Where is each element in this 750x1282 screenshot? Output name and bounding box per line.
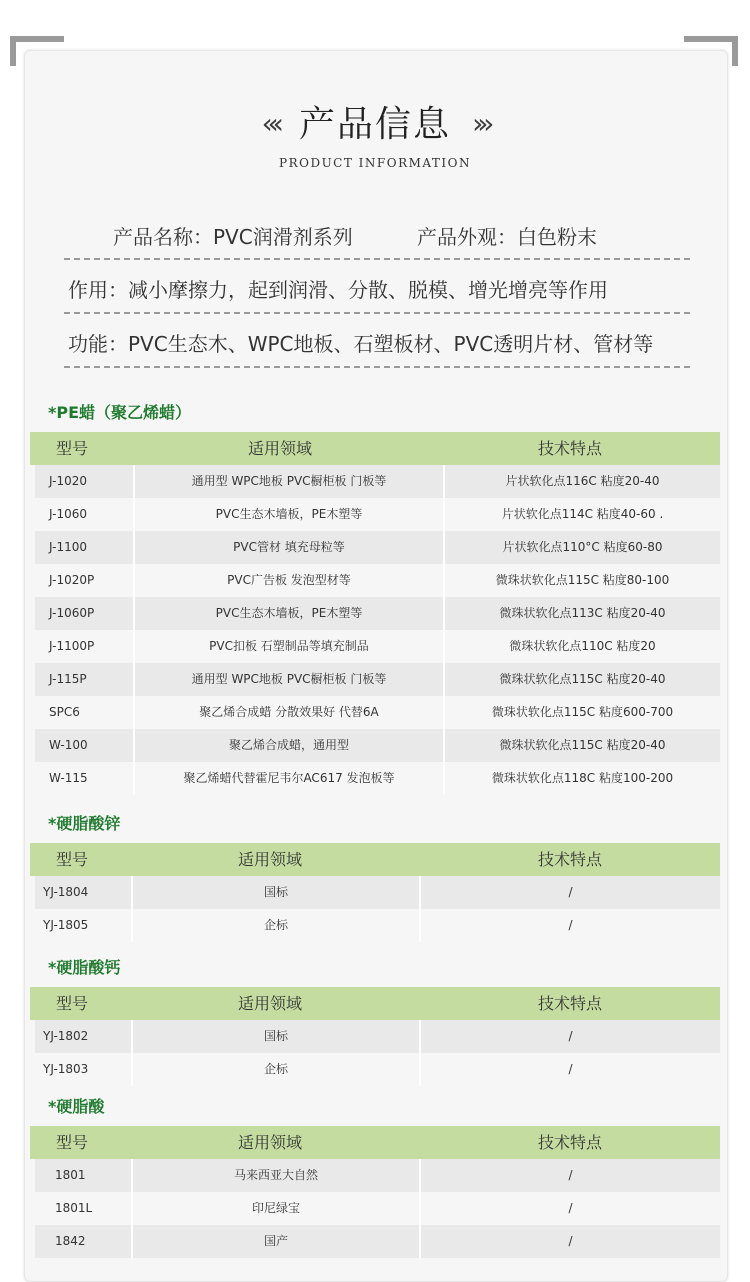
table-row bbox=[30, 531, 720, 564]
column-header: 技术特点 bbox=[537, 439, 602, 458]
cell-feature: 微珠状软化点118C 粘度100-200 bbox=[491, 771, 674, 785]
page-title: 产品信息 bbox=[298, 104, 451, 145]
page-subtitle: PRODUCT INFORMATION bbox=[279, 156, 471, 170]
section-title-calcium-stearate: *硬脂酸钙 bbox=[48, 958, 121, 977]
table-row bbox=[30, 696, 720, 729]
divider bbox=[64, 366, 690, 368]
cell-feature: 微珠状软化点110C 粘度20 bbox=[509, 639, 656, 653]
column-header: 适用领域 bbox=[237, 994, 302, 1013]
divider bbox=[64, 258, 690, 260]
cell-model: SPC6 bbox=[35, 696, 135, 729]
zinc-stearate-table bbox=[30, 843, 720, 942]
product-function: 功能：PVC生态木、WPC地板、石塑板材、PVC透明片材、管材等 bbox=[68, 332, 654, 356]
table-row bbox=[30, 1225, 720, 1258]
table-row bbox=[30, 597, 720, 630]
table-row bbox=[30, 465, 720, 498]
product-effect: 作用：减小摩擦力，起到润滑、分散、脱模、增光增亮等作用 bbox=[68, 278, 608, 302]
right-chevrons-icon: ›» bbox=[472, 107, 489, 140]
divider bbox=[64, 312, 690, 314]
cell-application: 国产 bbox=[133, 1225, 421, 1258]
cell-feature: / bbox=[568, 918, 573, 932]
column-header: 技术特点 bbox=[537, 850, 602, 869]
column-header: 技术特点 bbox=[537, 1133, 602, 1152]
table-row bbox=[30, 729, 720, 762]
cell-application: 印尼绿宝 bbox=[133, 1192, 421, 1225]
section-title-stearic-acid: *硬脂酸 bbox=[48, 1097, 105, 1116]
table-header bbox=[30, 987, 720, 1020]
cell-feature: 片状软化点116C 粘度20-40 bbox=[445, 465, 720, 498]
cell-model: YJ-1805 bbox=[35, 909, 133, 942]
cell-model: J-1020 bbox=[35, 465, 135, 498]
cell-feature: / bbox=[421, 1225, 720, 1258]
cell-feature: 片状软化点114C 粘度40-60 . bbox=[501, 507, 664, 521]
cell-application: 企标 bbox=[133, 909, 421, 942]
section-title-pe-wax: *PE蜡（聚乙烯蜡） bbox=[48, 403, 192, 422]
column-header: 型号 bbox=[56, 439, 89, 458]
cell-model: J-115P bbox=[35, 663, 135, 696]
table-row bbox=[30, 1159, 720, 1192]
pe-wax-table bbox=[30, 432, 720, 795]
cell-application: PVC管材 填充母粒等 bbox=[135, 531, 445, 564]
cell-application: 通用型 WPC地板 PVC橱柜板 门板等 bbox=[135, 663, 445, 696]
page-header bbox=[0, 96, 750, 170]
cell-model: 1801L bbox=[35, 1192, 133, 1225]
table-header bbox=[30, 843, 720, 876]
cell-model: YJ-1803 bbox=[35, 1053, 133, 1086]
cell-application: PVC扣板 石塑制品等填充制品 bbox=[135, 630, 445, 663]
cell-model: J-1100 bbox=[35, 531, 135, 564]
cell-feature: / bbox=[421, 1159, 720, 1192]
column-header: 型号 bbox=[56, 1133, 89, 1152]
column-header: 型号 bbox=[56, 850, 89, 869]
cell-feature: 微珠状软化点115C 粘度600-700 bbox=[491, 705, 674, 719]
section-title-zinc-stearate: *硬脂酸锌 bbox=[48, 814, 121, 833]
cell-application: 企标 bbox=[133, 1053, 421, 1086]
table-row bbox=[30, 1192, 720, 1225]
cell-application: 马来西亚大自然 bbox=[133, 1159, 421, 1192]
cell-model: YJ-1804 bbox=[35, 876, 133, 909]
cell-model: 1842 bbox=[35, 1225, 133, 1258]
cell-model: J-1100P bbox=[35, 630, 135, 663]
cell-feature: 片状软化点110°C 粘度60-80 bbox=[445, 531, 720, 564]
cell-model: J-1020P bbox=[35, 564, 135, 597]
cell-application: 通用型 WPC地板 PVC橱柜板 门板等 bbox=[135, 465, 445, 498]
cell-application: 国标 bbox=[133, 876, 421, 909]
cell-model: 1801 bbox=[35, 1159, 133, 1192]
table-row bbox=[30, 1053, 720, 1086]
table-row bbox=[30, 1020, 720, 1053]
cell-application: PVC生态木墙板，PE木塑等 bbox=[135, 498, 445, 531]
table-row bbox=[30, 630, 720, 663]
table-row bbox=[30, 564, 720, 597]
stearic-acid-table bbox=[30, 1126, 720, 1258]
table-row bbox=[30, 762, 720, 795]
column-header: 适用领域 bbox=[237, 1133, 302, 1152]
cell-application: PVC广告板 发泡型材等 bbox=[135, 564, 445, 597]
cell-feature: / bbox=[421, 1020, 720, 1053]
column-header: 适用领域 bbox=[237, 850, 302, 869]
table-row bbox=[30, 876, 720, 909]
left-chevrons-icon: «‹ bbox=[261, 107, 278, 140]
cell-model: J-1060 bbox=[35, 498, 135, 531]
calcium-stearate-table bbox=[30, 987, 720, 1086]
cell-application: PVC生态木墙板，PE木塑等 bbox=[135, 597, 445, 630]
cell-feature: 微珠状软化点115C 粘度20-40 bbox=[445, 663, 720, 696]
cell-application: 聚乙烯合成蜡，通用型 bbox=[135, 729, 445, 762]
cell-feature: / bbox=[568, 1201, 573, 1215]
cell-application: 聚乙烯合成蜡 分散效果好 代替6A bbox=[135, 696, 445, 729]
cell-model: W-100 bbox=[35, 729, 135, 762]
table-header bbox=[30, 432, 720, 465]
cell-model: W-115 bbox=[35, 762, 135, 795]
product-name: 产品名称：PVC润滑剂系列 bbox=[113, 225, 353, 249]
table-row bbox=[30, 663, 720, 696]
cell-feature: / bbox=[421, 876, 720, 909]
table-row bbox=[30, 498, 720, 531]
cell-feature: 微珠状软化点115C 粘度80-100 bbox=[495, 573, 670, 587]
column-header: 型号 bbox=[56, 994, 89, 1013]
product-appearance: 产品外观：白色粉末 bbox=[417, 225, 597, 249]
column-header: 适用领域 bbox=[247, 439, 312, 458]
cell-model: YJ-1802 bbox=[35, 1020, 133, 1053]
cell-application: 聚乙烯蜡代替霍尼韦尔AC617 发泡板等 bbox=[135, 762, 445, 795]
table-row bbox=[30, 909, 720, 942]
column-header: 技术特点 bbox=[537, 994, 602, 1013]
table-header bbox=[30, 1126, 720, 1159]
cell-feature: / bbox=[568, 1062, 573, 1076]
cell-feature: 微珠状软化点115C 粘度20-40 bbox=[445, 729, 720, 762]
cell-application: 国标 bbox=[133, 1020, 421, 1053]
cell-feature: 微珠状软化点113C 粘度20-40 bbox=[445, 597, 720, 630]
cell-model: J-1060P bbox=[35, 597, 135, 630]
